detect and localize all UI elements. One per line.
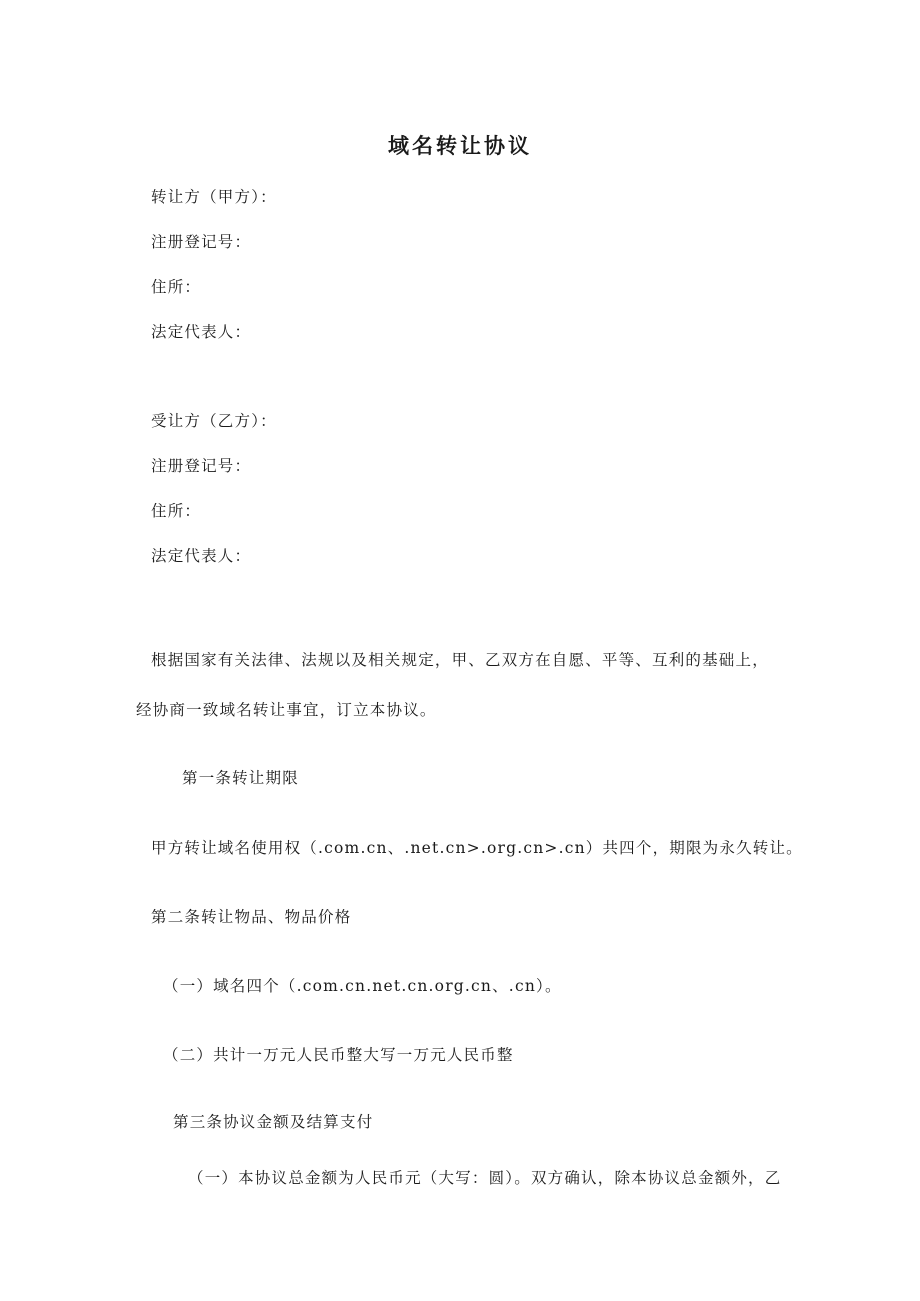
intro-line-1: 根据国家有关法律、法规以及相关规定，甲、乙双方在自愿、平等、互利的基础上， <box>151 651 769 669</box>
party-a-address: 住所： <box>151 278 202 296</box>
party-a-label: 转让方（甲方）： <box>151 188 277 206</box>
article-2-title: 第二条转让物品、物品价格 <box>151 908 352 926</box>
article-3-title: 第三条协议金额及结算支付 <box>173 1113 374 1131</box>
article-1-body: 甲方转让域名使用权（.com.cn、.net.cn>.org.cn>.cn）共四个，期限为永久转让。 <box>151 839 803 857</box>
article-2-item-2: （二）共计一万元人民币整大写一万元人民币整 <box>163 1046 514 1064</box>
party-b-address: 住所： <box>151 502 202 520</box>
document-title: 域名转让协议 <box>388 133 532 158</box>
party-b-registration: 注册登记号： <box>151 457 252 475</box>
article-1-title: 第一条转让期限 <box>182 769 299 787</box>
party-b-label: 受让方（乙方）： <box>151 412 277 430</box>
party-b-representative: 法定代表人： <box>151 547 252 565</box>
article-2-item-1: （一）域名四个（.com.cn.net.cn.org.cn、.cn）。 <box>163 977 562 995</box>
party-a-registration: 注册登记号： <box>151 233 252 251</box>
party-a-representative: 法定代表人： <box>151 323 252 341</box>
article-3-item-1: （一）本协议总金额为人民币元（大写：圆）。双方确认，除本协议总金额外，乙 <box>188 1169 782 1187</box>
intro-line-2: 经协商一致域名转让事宜，订立本协议。 <box>136 701 437 719</box>
